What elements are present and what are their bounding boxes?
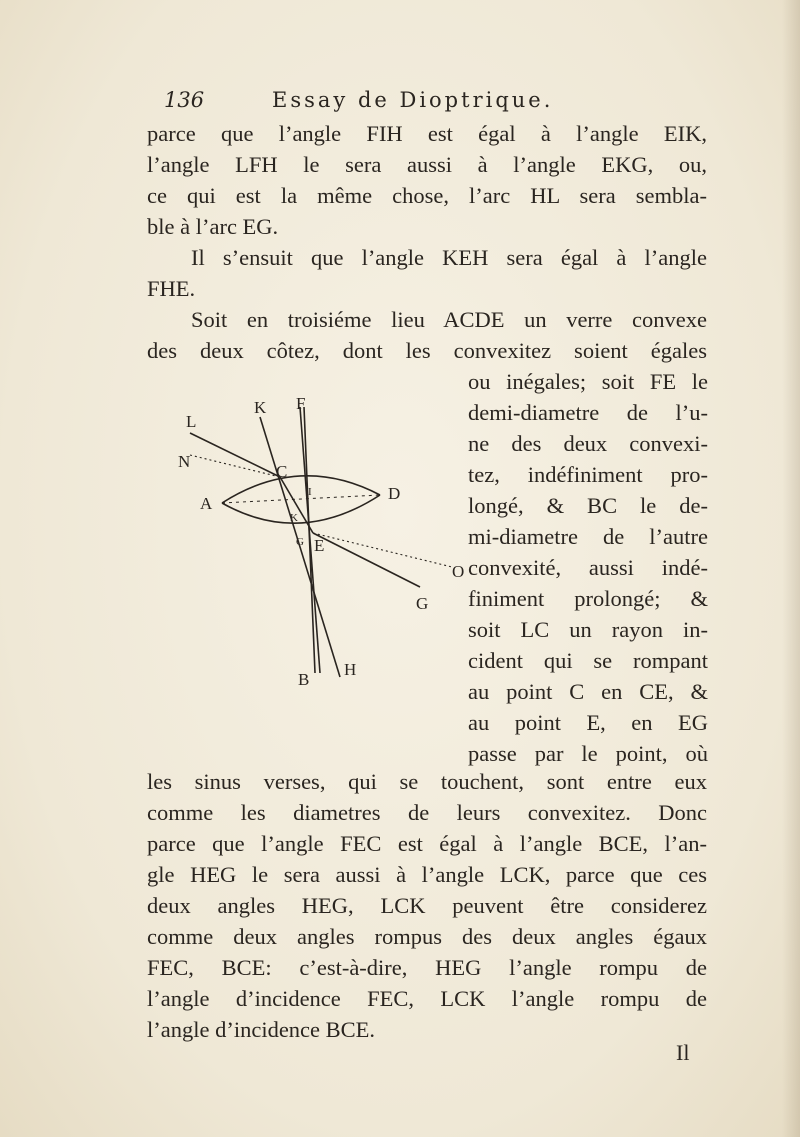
text-line: mi-diametre de l’autre — [468, 524, 708, 549]
text-line: gle HEG le sera aussi à l’angle LCK, parce que ces — [147, 862, 707, 887]
ray-eg — [313, 533, 420, 587]
text-line: deux angles HEG, LCK peuvent être considerez — [147, 893, 707, 918]
lens-chord — [222, 495, 380, 503]
text-line: finiment prolongé; & — [468, 586, 708, 611]
text-line: ce qui est la même chose, l’arc HL sera sembla- — [147, 183, 707, 208]
ray-nc-dotted — [190, 455, 280, 477]
label-a: A — [200, 494, 213, 513]
label-l: L — [186, 412, 197, 431]
text-line: ou inégales; soit FE le — [468, 369, 708, 394]
label-g: G — [416, 594, 429, 613]
text-line: parce que l’angle FIH est égal à l’angle EIK, — [147, 121, 707, 146]
paragraph-1 — [147, 118, 707, 242]
label-b: B — [298, 670, 310, 689]
text-line: comme deux angles rompus des deux angles égaux — [147, 924, 707, 949]
text-line: les sinus verses, qui se touchent, sont entre eux — [147, 769, 707, 794]
text-line: au point E, en EG — [468, 710, 708, 735]
label-n: N — [178, 452, 191, 471]
text-line: ble à l’arc EG. — [147, 214, 279, 239]
text-line: FHE. — [147, 276, 196, 301]
text-line: l’angle d’incidence BCE. — [147, 1017, 376, 1042]
label-k-top: K — [254, 398, 267, 417]
text-line: Soit en troisiéme lieu ACDE un verre convexe — [191, 307, 707, 332]
text-line: tez, indéfiniment pro- — [468, 462, 708, 487]
page-number: 136 — [164, 88, 205, 112]
catchword: Il — [676, 1040, 690, 1065]
paragraph-3-continued — [147, 766, 707, 1045]
text-line: ne des deux convexi- — [468, 431, 708, 456]
label-d: D — [388, 484, 401, 503]
paragraph-2 — [147, 242, 707, 304]
page-header — [150, 88, 710, 114]
label-f: F — [296, 395, 306, 413]
label-k-inner: K — [290, 512, 298, 524]
text-line: l’angle LFH le sera aussi à l’angle EKG, ou, — [147, 152, 707, 177]
label-h: H — [344, 660, 357, 679]
ray-eo-dotted — [313, 533, 452, 567]
page-gutter-shadow — [782, 0, 800, 1137]
text-line: au point C en CE, & — [468, 679, 708, 704]
paragraph-3-wrapped-column — [468, 366, 708, 769]
label-e: E — [314, 536, 325, 555]
text-line: convexité, aussi indé- — [468, 555, 708, 580]
label-o: O — [452, 562, 465, 581]
text-line: comme les diametres de leurs convexitez. Donc — [147, 800, 707, 825]
paragraph-3-intro — [147, 304, 707, 366]
text-line: Il s’ensuit que l’angle KEH sera égal à l’angle — [191, 245, 707, 270]
text-line: soit LC un rayon in- — [468, 617, 708, 642]
label-c: C — [276, 462, 288, 481]
text-line: demi-diametre de l’u- — [468, 400, 708, 425]
text-line: FEC, BCE: c’est-à-dire, HEG l’angle rompu de — [147, 955, 707, 980]
text-line: l’angle d’incidence FEC, LCK l’angle rompu de — [147, 986, 707, 1011]
text-line: cident qui se rompant — [468, 648, 708, 673]
running-title: Essay de Dioptrique. — [272, 88, 554, 112]
text-line: passe par le point, où — [468, 741, 708, 766]
text-line: longé, & BC le de- — [468, 493, 708, 518]
label-i: I — [308, 486, 312, 498]
text-line: parce que l’angle FEC est égal à l’angle BCE, l’an- — [147, 831, 707, 856]
lens-refraction-diagram — [150, 395, 470, 695]
label-g-small: G — [296, 536, 304, 548]
text-line: des deux côtez, dont les convexitez soient égales — [147, 338, 707, 363]
